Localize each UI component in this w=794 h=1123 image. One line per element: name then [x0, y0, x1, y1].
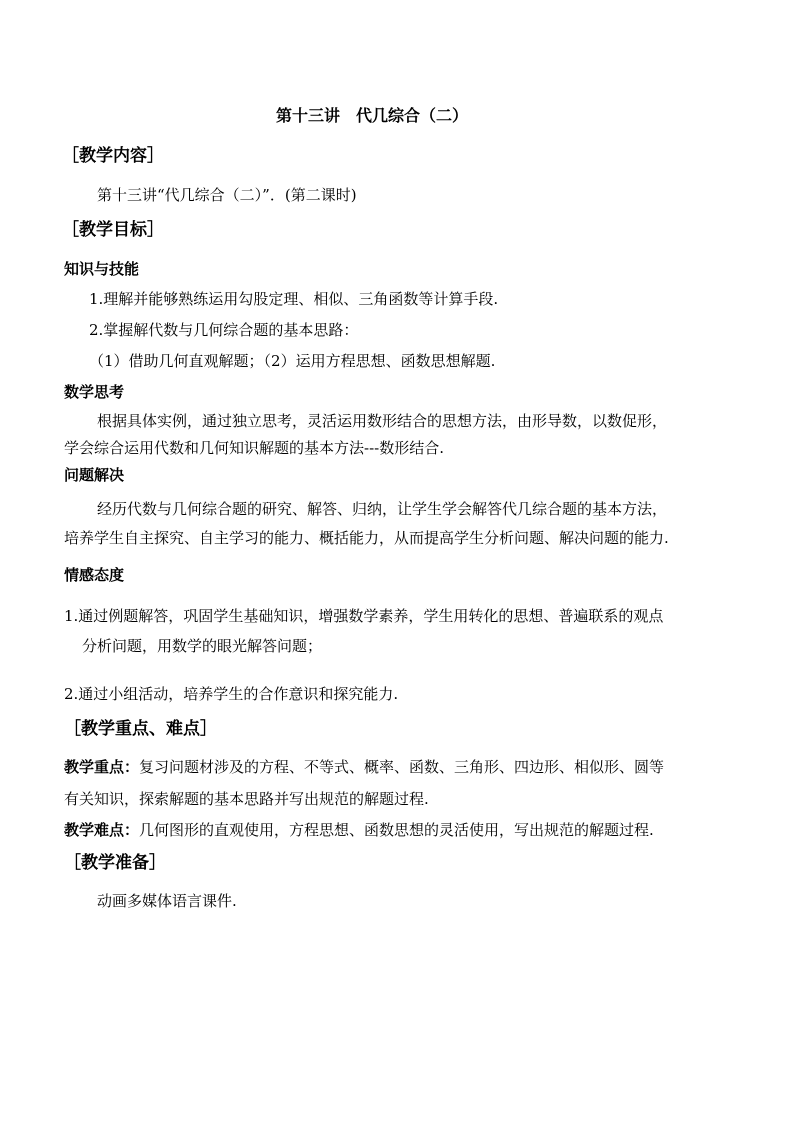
thinking-line-1: 根据具体实例，通过独立思考，灵活运用数形结合的思想方法，由形导数，以数促形， [97, 412, 668, 430]
section-heading-focus: ［教学重点、难点］ [64, 719, 217, 739]
section-heading-prep: ［教学准备］ [64, 853, 166, 873]
attitude-item-2: 2.通过小组活动，培养学生的合作意识和探究能力. [64, 685, 399, 703]
knowledge-item-3: （1）借助几何直观解题；（2）运用方程思想、函数思想解题. [89, 352, 496, 370]
knowledge-item-1: 1.理解并能够熟练运用勾股定理、相似、三角函数等计算手段. [89, 290, 499, 308]
thinking-line-2: 学会综合运用代数和几何知识解题的基本方法---数形结合. [64, 439, 444, 457]
difficult-points-line [64, 820, 654, 840]
attitude-item-1-line-1: 1.通过例题解答，巩固学生基础知识，增强数学素养，学生用转化的思想、普遍联系的观点 [64, 607, 664, 625]
subheading-problem: 问题解决 [64, 466, 125, 484]
key-points-line-1 [64, 757, 664, 777]
prep-text: 动画多媒体语言课件. [97, 892, 237, 910]
problem-line-1: 经历代数与几何综合题的研究、解答、归纳，让学生学会解答代几综合题的基本方法， [97, 500, 668, 518]
attitude-item-1-line-2: 分析问题，用数学的眼光解答问题； [82, 637, 323, 655]
difficult-points-label: 教学难点： [64, 821, 140, 839]
key-points-text: 复习问题材涉及的方程、不等式、概率、函数、三角形、四边形、相似形、圆等 [139, 758, 665, 776]
problem-line-2: 培养学生自主探究、自主学习的能力、概括能力，从而提高学生分析问题、解决问题的能力. [64, 529, 669, 547]
page-title: 第十三讲 代几综合（二） [276, 106, 469, 125]
section-heading-objectives: ［教学目标］ [62, 220, 164, 240]
section-heading-content: ［教学内容］ [62, 146, 164, 166]
key-points-line-2: 有关知识，探索解题的基本思路并写出规范的解题过程. [64, 790, 429, 808]
knowledge-item-2: 2.掌握解代数与几何综合题的基本思路： [89, 321, 359, 339]
content-text: 第十三讲“代几综合（二）”．(第二课时) [97, 186, 357, 204]
difficult-points-text: 几何图形的直观使用，方程思想、函数思想的灵活使用，写出规范的解题过程. [139, 821, 654, 839]
subheading-attitude: 情感态度 [64, 566, 125, 584]
subheading-knowledge: 知识与技能 [64, 260, 140, 278]
key-points-label: 教学重点： [64, 758, 140, 776]
subheading-thinking: 数学思考 [64, 383, 125, 401]
